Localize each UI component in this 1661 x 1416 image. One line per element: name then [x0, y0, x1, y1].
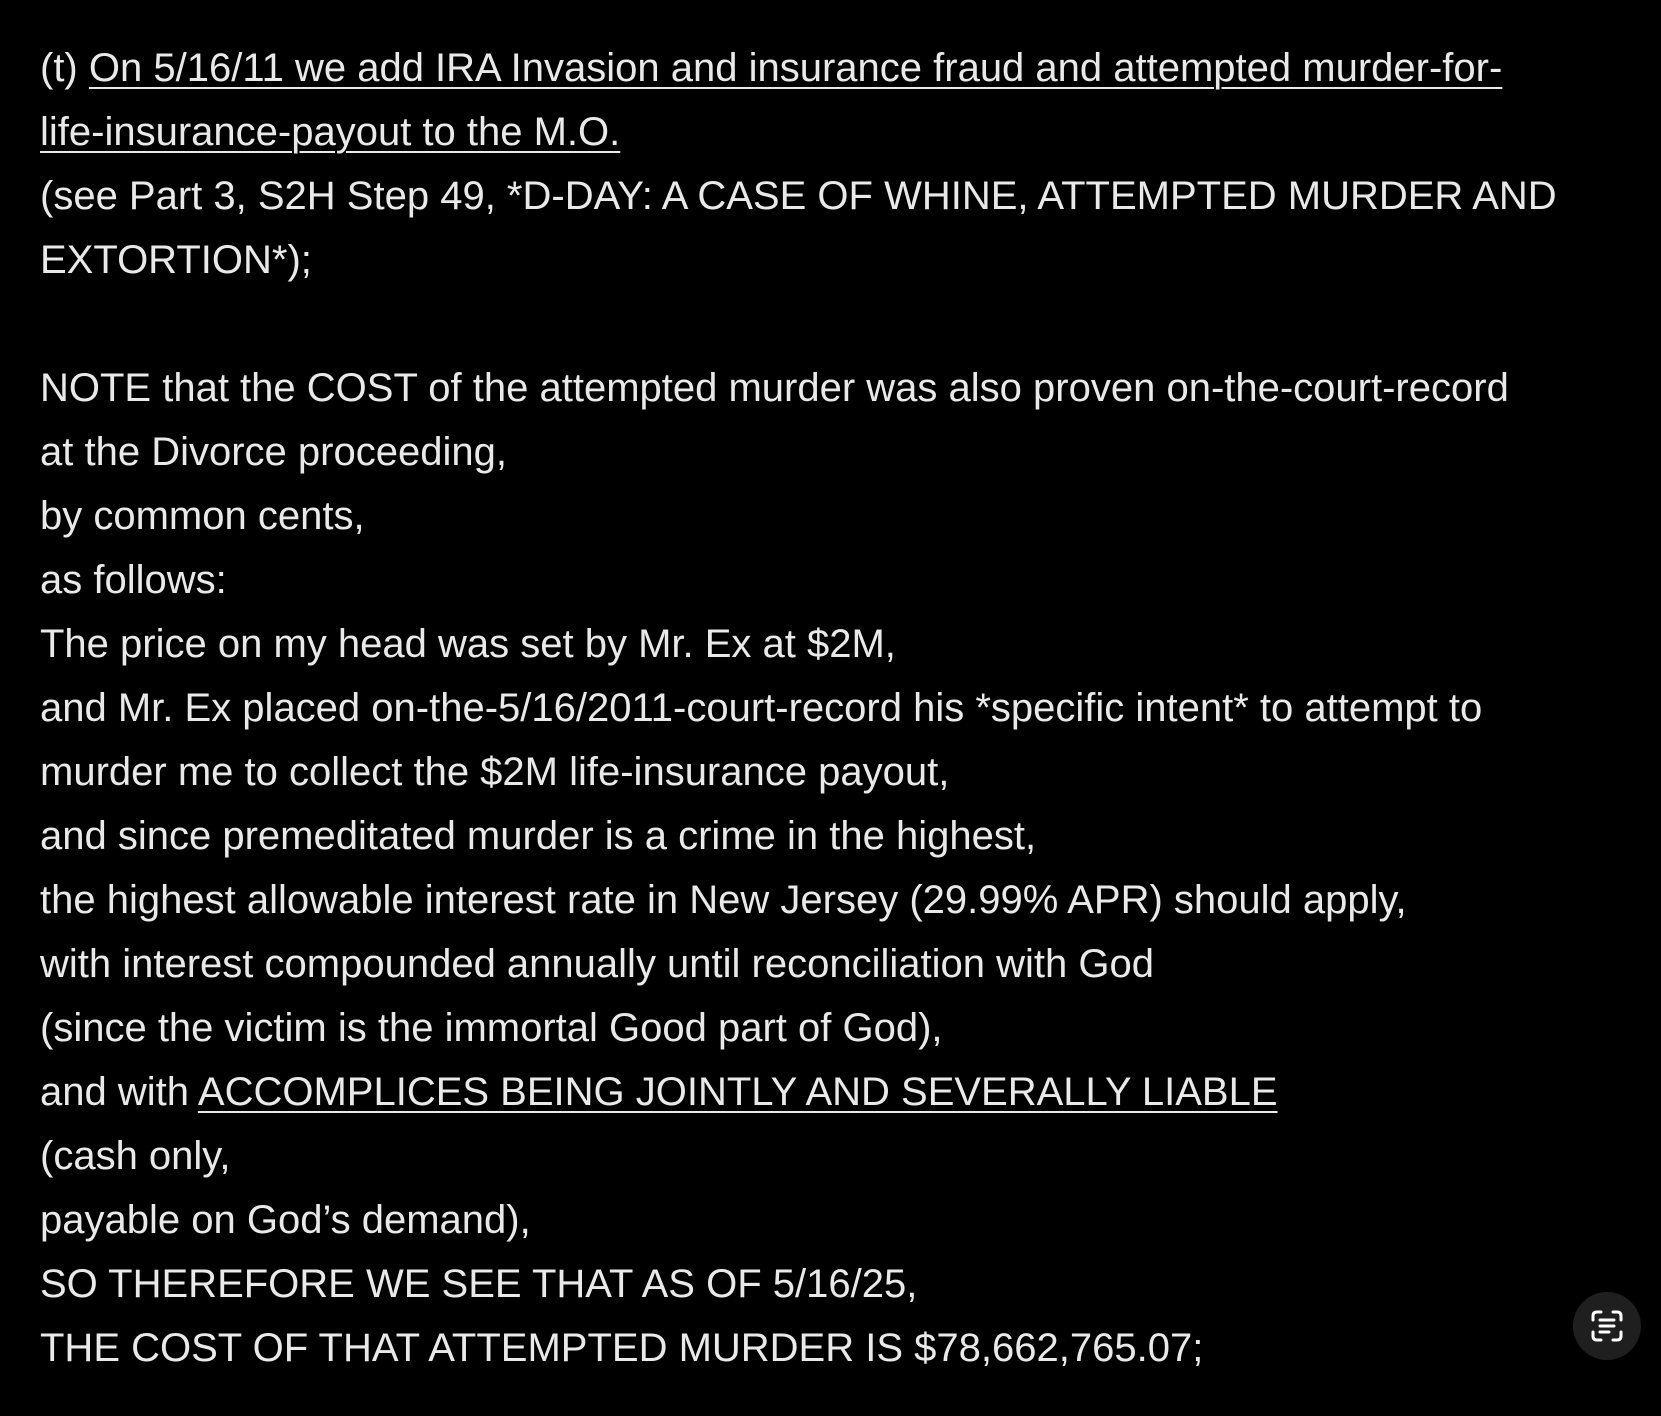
text-line: SO THEREFORE WE SEE THAT AS OF 5/16/25, — [40, 1262, 918, 1306]
text-line: EXTORTION*); — [40, 238, 312, 282]
text-line: payable on God’s demand), — [40, 1198, 531, 1242]
text-line: The price on my head was set by Mr. Ex at $2M, — [40, 622, 896, 666]
text-line: (cash only, — [40, 1134, 231, 1178]
text-line — [40, 1060, 1640, 1124]
text-line: (see Part 3, S2H Step 49, *D-DAY: A CASE OF WHINE, ATTEMPTED MURDER AND — [40, 174, 1557, 218]
text-line — [40, 100, 1640, 164]
live-text-icon — [1587, 1306, 1627, 1346]
underlined-text: life-insurance-payout to the M.O. — [40, 110, 621, 154]
text-line: THE COST OF THAT ATTEMPTED MURDER IS $78,662,765.07; — [40, 1326, 1204, 1370]
text-line: and since premeditated murder is a crime in the highest, — [40, 814, 1037, 858]
text-line — [40, 36, 1640, 100]
text-line: as follows: — [40, 558, 227, 602]
text-line: at the Divorce proceeding, — [40, 430, 507, 474]
underlined-text: On 5/16/11 we add IRA Invasion and insurance fraud and attempted murder-for- — [88, 46, 1503, 90]
underlined-text: ACCOMPLICES BEING JOINTLY AND SEVERALLY LIABLE — [197, 1070, 1278, 1114]
text-line: the highest allowable interest rate in New Jersey (29.99% APR) should apply, — [40, 878, 1407, 922]
text-line: by common cents, — [40, 494, 365, 538]
live-text-button[interactable] — [1573, 1292, 1641, 1360]
paragraph-gap — [40, 292, 1640, 356]
text-line: (since the victim is the immortal Good part of God), — [40, 1006, 943, 1050]
text-line: NOTE that the COST of the attempted murder was also proven on-the-court-record — [40, 366, 1509, 410]
text-line: murder me to collect the $2M life-insurance payout, — [40, 750, 950, 794]
text-line: and Mr. Ex placed on-the-5/16/2011-court-record his *specific intent* to attempt to — [40, 686, 1483, 730]
text-line: with interest compounded annually until reconciliation with God — [40, 942, 1154, 986]
item-label: (t) — [40, 46, 89, 90]
line-prefix: and with — [40, 1070, 198, 1114]
document-body — [40, 36, 1640, 1380]
